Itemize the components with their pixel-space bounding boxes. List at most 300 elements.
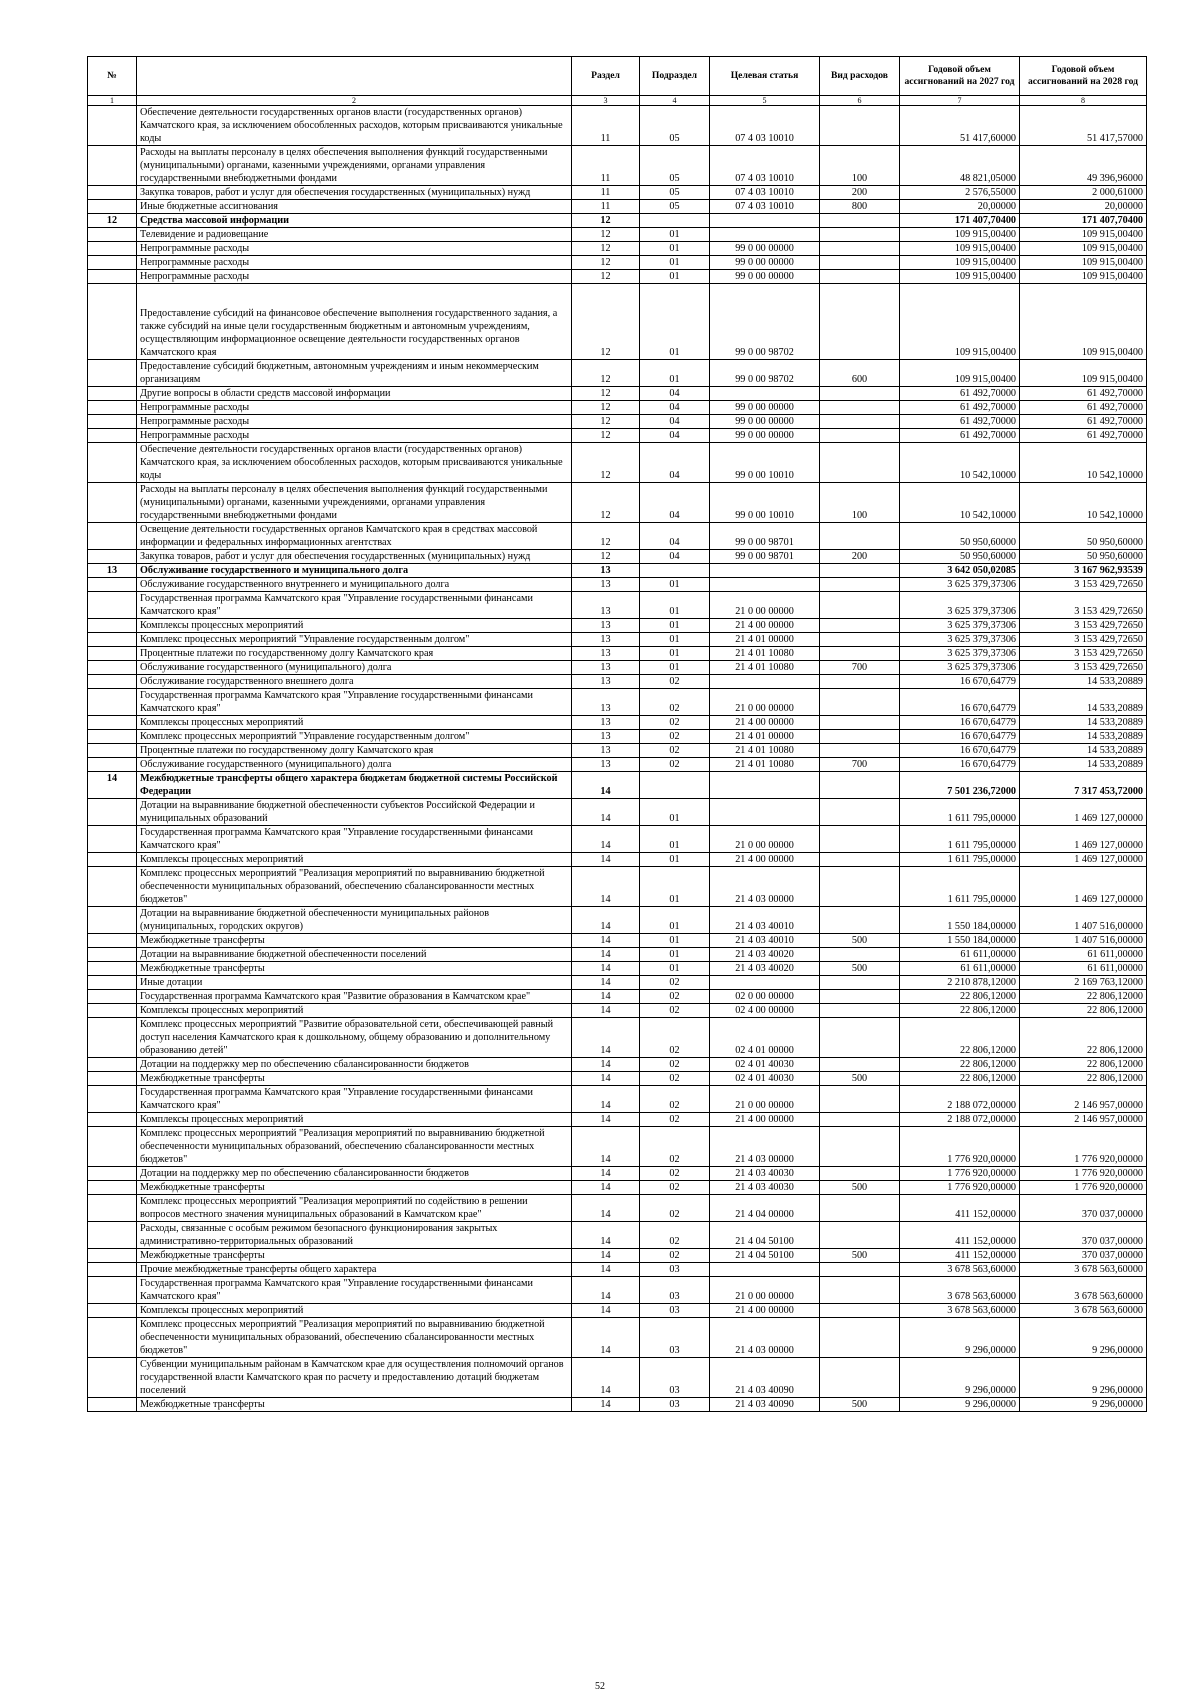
expense-type-cell: [820, 1058, 900, 1072]
section-cell: 14: [572, 1167, 640, 1181]
row-number-cell: [88, 1072, 137, 1086]
expense-type-cell: [820, 826, 900, 853]
item-name-cell: Комплекс процессных мероприятий "Реализация мероприятий по выравниванию бюджетной обеспеченности муниципальных образований, обеспечению сбалансированности местных бюджетов": [137, 867, 572, 907]
amount-2027-cell: 109 915,00400: [900, 228, 1020, 242]
amount-2027-cell: 16 670,64779: [900, 758, 1020, 772]
subsection-cell: 01: [640, 633, 710, 647]
expense-type-cell: [820, 633, 900, 647]
target-article-cell: 99 0 00 00000: [710, 415, 820, 429]
amount-2028-cell: 14 533,20889: [1020, 730, 1147, 744]
item-name-cell: Обслуживание государственного внешнего долга: [137, 675, 572, 689]
target-article-cell: 21 4 01 00000: [710, 730, 820, 744]
appropriations-table: [87, 56, 1147, 1412]
table-row: [88, 256, 1147, 270]
subsection-cell: 01: [640, 592, 710, 619]
item-name-cell: Непрограммные расходы: [137, 415, 572, 429]
amount-2028-cell: 1 776 920,00000: [1020, 1127, 1147, 1167]
col-number-header: №: [88, 57, 137, 96]
target-article-cell: 21 4 00 00000: [710, 853, 820, 867]
table-row: [88, 1222, 1147, 1249]
row-number-cell: [88, 1113, 137, 1127]
amount-2028-cell: 2 146 957,00000: [1020, 1113, 1147, 1127]
section-cell: 13: [572, 675, 640, 689]
amount-2027-cell: 2 210 878,12000: [900, 976, 1020, 990]
amount-2027-cell: 1 611 795,00000: [900, 867, 1020, 907]
amount-2028-cell: 22 806,12000: [1020, 1072, 1147, 1086]
amount-2028-cell: 3 167 962,93539: [1020, 564, 1147, 578]
section-cell: 14: [572, 1195, 640, 1222]
target-article-cell: 21 4 04 50100: [710, 1222, 820, 1249]
table-row: [88, 1249, 1147, 1263]
expense-type-cell: [820, 1318, 900, 1358]
table-row: [88, 1277, 1147, 1304]
table-row: [88, 826, 1147, 853]
subsection-cell: 05: [640, 186, 710, 200]
target-article-cell: 21 4 01 10080: [710, 758, 820, 772]
row-number-cell: [88, 1058, 137, 1072]
section-cell: 14: [572, 1318, 640, 1358]
amount-2028-cell: 2 000,61000: [1020, 186, 1147, 200]
amount-2028-cell: 22 806,12000: [1020, 1058, 1147, 1072]
table-row: [88, 976, 1147, 990]
amount-2027-cell: 61 492,70000: [900, 429, 1020, 443]
col-amount-2028-header: Годовой объем ассигнований на 2028 год: [1020, 57, 1147, 96]
column-index: 7: [900, 96, 1020, 106]
column-index: 5: [710, 96, 820, 106]
amount-2028-cell: 109 915,00400: [1020, 242, 1147, 256]
item-name-cell: Обслуживание государственного (муниципального) долга: [137, 661, 572, 675]
table-row: [88, 1004, 1147, 1018]
subsection-cell: 02: [640, 744, 710, 758]
table-row: [88, 200, 1147, 214]
col-target-article-header: Целевая статья: [710, 57, 820, 96]
section-cell: 14: [572, 867, 640, 907]
expense-type-cell: [820, 429, 900, 443]
table-row: [88, 523, 1147, 550]
expense-type-cell: 100: [820, 483, 900, 523]
subsection-cell: 03: [640, 1263, 710, 1277]
expense-type-cell: [820, 990, 900, 1004]
expense-type-cell: [820, 242, 900, 256]
target-article-cell: [710, 228, 820, 242]
item-name-cell: Процентные платежи по государственному долгу Камчатского края: [137, 647, 572, 661]
row-number-cell: [88, 483, 137, 523]
table-row: [88, 1127, 1147, 1167]
row-number-cell: [88, 907, 137, 934]
expense-type-cell: [820, 1167, 900, 1181]
section-cell: 14: [572, 1113, 640, 1127]
table-row: [88, 934, 1147, 948]
table-row: [88, 1058, 1147, 1072]
table-row: [88, 647, 1147, 661]
subsection-cell: 04: [640, 483, 710, 523]
expense-type-cell: [820, 1358, 900, 1398]
item-name-cell: Средства массовой информации: [137, 214, 572, 228]
target-article-cell: [710, 564, 820, 578]
expense-type-cell: 500: [820, 1181, 900, 1195]
item-name-cell: Обеспечение деятельности государственных органов власти (государственных органов) Камчатского края, за исключением обособленных расходов, которым присваиваются уникальные коды: [137, 106, 572, 146]
subsection-cell: 04: [640, 429, 710, 443]
amount-2027-cell: 3 678 563,60000: [900, 1277, 1020, 1304]
expense-type-cell: [820, 564, 900, 578]
item-name-cell: Расходы на выплаты персоналу в целях обеспечения выполнения функций государственными (муниципальными) органами, казенными учреждениями, органами управления государственными внебюджетными фондами: [137, 483, 572, 523]
item-name-cell: Непрограммные расходы: [137, 401, 572, 415]
column-index: 8: [1020, 96, 1147, 106]
item-name-cell: Расходы на выплаты персоналу в целях обеспечения выполнения функций государственными (муниципальными) органами, казенными учреждениями, органами управления государственными внебюджетными фондами: [137, 146, 572, 186]
item-name-cell: Непрограммные расходы: [137, 242, 572, 256]
target-article-cell: 21 4 01 00000: [710, 633, 820, 647]
amount-2027-cell: 50 950,60000: [900, 523, 1020, 550]
amount-2028-cell: 51 417,57000: [1020, 106, 1147, 146]
subsection-cell: 01: [640, 948, 710, 962]
amount-2028-cell: 20,00000: [1020, 200, 1147, 214]
expense-type-cell: [820, 214, 900, 228]
subsection-cell: 01: [640, 907, 710, 934]
expense-type-cell: [820, 799, 900, 826]
expense-type-cell: 700: [820, 758, 900, 772]
section-cell: 13: [572, 730, 640, 744]
table-row: [88, 578, 1147, 592]
expense-type-cell: [820, 1127, 900, 1167]
amount-2028-cell: 50 950,60000: [1020, 523, 1147, 550]
amount-2028-cell: 3 678 563,60000: [1020, 1263, 1147, 1277]
table-row: [88, 1263, 1147, 1277]
section-cell: 14: [572, 1058, 640, 1072]
row-number-cell: [88, 1167, 137, 1181]
row-number-cell: [88, 647, 137, 661]
item-name-cell: Комплексы процессных мероприятий: [137, 1004, 572, 1018]
row-number-cell: [88, 934, 137, 948]
row-number-cell: [88, 550, 137, 564]
amount-2027-cell: 1 550 184,00000: [900, 934, 1020, 948]
item-name-cell: Обеспечение деятельности государственных органов власти (государственных органов) Камчатского края, за исключением обособленных расходов, которым присваиваются уникальные коды: [137, 443, 572, 483]
amount-2028-cell: 1 407 516,00000: [1020, 934, 1147, 948]
amount-2028-cell: 3 678 563,60000: [1020, 1304, 1147, 1318]
item-name-cell: Дотации на поддержку мер по обеспечению сбалансированности бюджетов: [137, 1167, 572, 1181]
table-row: [88, 772, 1147, 799]
table-row: [88, 443, 1147, 483]
target-article-cell: [710, 799, 820, 826]
target-article-cell: [710, 772, 820, 799]
table-row: [88, 948, 1147, 962]
subsection-cell: 05: [640, 146, 710, 186]
amount-2028-cell: 61 611,00000: [1020, 962, 1147, 976]
row-number-cell: [88, 429, 137, 443]
row-number-cell: [88, 186, 137, 200]
section-cell: 11: [572, 146, 640, 186]
item-name-cell: Процентные платежи по государственному долгу Камчатского края: [137, 744, 572, 758]
expense-type-cell: [820, 387, 900, 401]
table-row: [88, 401, 1147, 415]
target-article-cell: 21 0 00 00000: [710, 826, 820, 853]
table-row: [88, 716, 1147, 730]
header-row: [88, 57, 1147, 96]
subsection-cell: 04: [640, 415, 710, 429]
section-cell: 14: [572, 826, 640, 853]
row-number-cell: [88, 270, 137, 284]
row-number-cell: [88, 675, 137, 689]
expense-type-cell: [820, 619, 900, 633]
row-number-cell: [88, 799, 137, 826]
target-article-cell: 99 0 00 00000: [710, 242, 820, 256]
section-cell: 11: [572, 106, 640, 146]
item-name-cell: Государственная программа Камчатского края "Управление государственными финансами Камчатского края": [137, 689, 572, 716]
row-number-cell: [88, 284, 137, 360]
table-row: [88, 907, 1147, 934]
target-article-cell: [710, 214, 820, 228]
expense-type-cell: [820, 730, 900, 744]
target-article-cell: 02 0 00 00000: [710, 990, 820, 1004]
amount-2027-cell: 9 296,00000: [900, 1398, 1020, 1412]
item-name-cell: Дотации на поддержку мер по обеспечению сбалансированности бюджетов: [137, 1058, 572, 1072]
col-expense-type-header: Вид расходов: [820, 57, 900, 96]
expense-type-cell: [820, 1113, 900, 1127]
section-cell: 11: [572, 186, 640, 200]
row-number-cell: [88, 758, 137, 772]
target-article-cell: 99 0 00 00000: [710, 270, 820, 284]
table-row: [88, 1195, 1147, 1222]
amount-2027-cell: 9 296,00000: [900, 1358, 1020, 1398]
target-article-cell: 21 4 00 00000: [710, 716, 820, 730]
amount-2027-cell: 61 492,70000: [900, 387, 1020, 401]
subsection-cell: 02: [640, 1086, 710, 1113]
amount-2027-cell: 3 678 563,60000: [900, 1304, 1020, 1318]
amount-2027-cell: 109 915,00400: [900, 256, 1020, 270]
amount-2027-cell: 1 611 795,00000: [900, 853, 1020, 867]
section-cell: 12: [572, 228, 640, 242]
amount-2028-cell: 61 492,70000: [1020, 387, 1147, 401]
target-article-cell: 21 4 03 40030: [710, 1181, 820, 1195]
row-number-cell: [88, 990, 137, 1004]
subsection-cell: 03: [640, 1358, 710, 1398]
target-article-cell: 99 0 00 00000: [710, 256, 820, 270]
expense-type-cell: [820, 1263, 900, 1277]
subsection-cell: 01: [640, 619, 710, 633]
row-number-cell: [88, 1222, 137, 1249]
item-name-cell: Иные бюджетные ассигнования: [137, 200, 572, 214]
row-number-cell: [88, 1004, 137, 1018]
expense-type-cell: [820, 867, 900, 907]
subsection-cell: [640, 214, 710, 228]
item-name-cell: Обслуживание государственного внутреннего и муниципального долга: [137, 578, 572, 592]
amount-2027-cell: 61 611,00000: [900, 948, 1020, 962]
amount-2028-cell: 22 806,12000: [1020, 1018, 1147, 1058]
row-number-cell: [88, 415, 137, 429]
amount-2027-cell: 22 806,12000: [900, 1018, 1020, 1058]
table-row: [88, 415, 1147, 429]
amount-2027-cell: 411 152,00000: [900, 1222, 1020, 1249]
table-row: [88, 1398, 1147, 1412]
item-name-cell: Комплексы процессных мероприятий: [137, 1304, 572, 1318]
target-article-cell: 21 0 00 00000: [710, 1086, 820, 1113]
amount-2028-cell: 1 776 920,00000: [1020, 1167, 1147, 1181]
expense-type-cell: 600: [820, 360, 900, 387]
column-index: 1: [88, 96, 137, 106]
item-name-cell: Другие вопросы в области средств массовой информации: [137, 387, 572, 401]
subsection-cell: 01: [640, 962, 710, 976]
section-cell: 12: [572, 401, 640, 415]
subsection-cell: 01: [640, 270, 710, 284]
section-cell: 14: [572, 1086, 640, 1113]
section-cell: 13: [572, 578, 640, 592]
target-article-cell: 21 4 03 00000: [710, 1127, 820, 1167]
amount-2028-cell: 1 469 127,00000: [1020, 853, 1147, 867]
section-cell: 14: [572, 907, 640, 934]
expense-type-cell: [820, 401, 900, 415]
item-name-cell: Прочие межбюджетные трансферты общего характера: [137, 1263, 572, 1277]
expense-type-cell: 500: [820, 1398, 900, 1412]
section-cell: 12: [572, 443, 640, 483]
subsection-cell: [640, 564, 710, 578]
table-row: [88, 758, 1147, 772]
section-cell: 12: [572, 550, 640, 564]
item-name-cell: Межбюджетные трансферты: [137, 1181, 572, 1195]
section-cell: 13: [572, 758, 640, 772]
target-article-cell: 21 4 04 00000: [710, 1195, 820, 1222]
target-article-cell: 99 0 00 00000: [710, 429, 820, 443]
section-cell: 14: [572, 1277, 640, 1304]
section-cell: 14: [572, 1018, 640, 1058]
amount-2028-cell: 14 533,20889: [1020, 758, 1147, 772]
subsection-cell: 01: [640, 228, 710, 242]
target-article-cell: 99 0 00 98702: [710, 360, 820, 387]
item-name-cell: Дотации на выравнивание бюджетной обеспеченности муниципальных районов (муниципальных, городских округов): [137, 907, 572, 934]
target-article-cell: 21 4 00 00000: [710, 1113, 820, 1127]
row-number-cell: [88, 730, 137, 744]
amount-2027-cell: 3 625 379,37306: [900, 592, 1020, 619]
table-row: [88, 990, 1147, 1004]
subsection-cell: 01: [640, 242, 710, 256]
section-cell: 14: [572, 934, 640, 948]
amount-2028-cell: 9 296,00000: [1020, 1358, 1147, 1398]
amount-2028-cell: 2 146 957,00000: [1020, 1086, 1147, 1113]
amount-2027-cell: 2 188 072,00000: [900, 1113, 1020, 1127]
row-number-cell: 13: [88, 564, 137, 578]
amount-2027-cell: 20,00000: [900, 200, 1020, 214]
amount-2027-cell: 3 642 050,02085: [900, 564, 1020, 578]
section-cell: 14: [572, 1358, 640, 1398]
table-row: [88, 1167, 1147, 1181]
row-number-cell: [88, 1127, 137, 1167]
table-row: [88, 853, 1147, 867]
amount-2027-cell: 411 152,00000: [900, 1195, 1020, 1222]
row-number-cell: [88, 1318, 137, 1358]
section-cell: 13: [572, 744, 640, 758]
row-number-cell: [88, 360, 137, 387]
section-cell: 12: [572, 270, 640, 284]
amount-2027-cell: 22 806,12000: [900, 1058, 1020, 1072]
amount-2028-cell: 109 915,00400: [1020, 270, 1147, 284]
item-name-cell: Комплекс процессных мероприятий "Управление государственным долгом": [137, 633, 572, 647]
subsection-cell: 01: [640, 661, 710, 675]
section-cell: 12: [572, 523, 640, 550]
item-name-cell: Государственная программа Камчатского края "Управление государственными финансами Камчатского края": [137, 826, 572, 853]
row-number-cell: [88, 523, 137, 550]
amount-2028-cell: 61 492,70000: [1020, 429, 1147, 443]
subsection-cell: 02: [640, 1127, 710, 1167]
subsection-cell: 04: [640, 387, 710, 401]
expense-type-cell: 500: [820, 934, 900, 948]
target-article-cell: 21 4 03 40010: [710, 907, 820, 934]
item-name-cell: Закупка товаров, работ и услуг для обеспечения государственных (муниципальных) нужд: [137, 186, 572, 200]
amount-2027-cell: 48 821,05000: [900, 146, 1020, 186]
table-row: [88, 592, 1147, 619]
section-cell: 14: [572, 853, 640, 867]
expense-type-cell: 700: [820, 661, 900, 675]
subsection-cell: 04: [640, 401, 710, 415]
expense-type-cell: [820, 228, 900, 242]
subsection-cell: 03: [640, 1398, 710, 1412]
row-number-cell: [88, 867, 137, 907]
section-cell: 14: [572, 990, 640, 1004]
section-cell: 14: [572, 799, 640, 826]
table-row: [88, 744, 1147, 758]
target-article-cell: 99 0 00 00000: [710, 401, 820, 415]
amount-2028-cell: 1 407 516,00000: [1020, 907, 1147, 934]
subsection-cell: 02: [640, 1181, 710, 1195]
row-number-cell: [88, 1018, 137, 1058]
expense-type-cell: [820, 772, 900, 799]
amount-2027-cell: 3 625 379,37306: [900, 619, 1020, 633]
appropriations-table-sheet: [87, 56, 1146, 1412]
subsection-cell: 05: [640, 106, 710, 146]
amount-2028-cell: 3 153 429,72650: [1020, 592, 1147, 619]
expense-type-cell: [820, 592, 900, 619]
row-number-cell: [88, 1263, 137, 1277]
amount-2028-cell: 370 037,00000: [1020, 1195, 1147, 1222]
subsection-cell: 02: [640, 990, 710, 1004]
amount-2027-cell: 61 611,00000: [900, 962, 1020, 976]
table-row: [88, 242, 1147, 256]
expense-type-cell: 500: [820, 1249, 900, 1263]
section-cell: 14: [572, 948, 640, 962]
target-article-cell: 99 0 00 10010: [710, 443, 820, 483]
item-name-cell: Комплексы процессных мероприятий: [137, 1113, 572, 1127]
expense-type-cell: [820, 1277, 900, 1304]
subsection-cell: 03: [640, 1318, 710, 1358]
column-index: 3: [572, 96, 640, 106]
amount-2028-cell: 1 469 127,00000: [1020, 826, 1147, 853]
row-number-cell: [88, 592, 137, 619]
table-row: [88, 962, 1147, 976]
amount-2027-cell: 10 542,10000: [900, 443, 1020, 483]
expense-type-cell: [820, 647, 900, 661]
amount-2027-cell: 16 670,64779: [900, 689, 1020, 716]
amount-2028-cell: 3 153 429,72650: [1020, 647, 1147, 661]
subsection-cell: 03: [640, 1277, 710, 1304]
table-body: [88, 106, 1147, 1412]
amount-2028-cell: 50 950,60000: [1020, 550, 1147, 564]
amount-2028-cell: 109 915,00400: [1020, 256, 1147, 270]
amount-2028-cell: 14 533,20889: [1020, 675, 1147, 689]
amount-2028-cell: 10 542,10000: [1020, 483, 1147, 523]
section-cell: 13: [572, 592, 640, 619]
item-name-cell: Субвенции муниципальным районам в Камчатском крае для осуществления полномочий органов государственной власти Камчатского края по расчету и предоставлению дотаций бюджетам поселений: [137, 1358, 572, 1398]
subsection-cell: 02: [640, 1058, 710, 1072]
item-name-cell: Государственная программа Камчатского края "Управление государственными финансами Камчатского края": [137, 1277, 572, 1304]
target-article-cell: 21 0 00 00000: [710, 592, 820, 619]
section-cell: 13: [572, 661, 640, 675]
amount-2028-cell: 14 533,20889: [1020, 744, 1147, 758]
section-cell: 13: [572, 633, 640, 647]
column-index-row: [88, 96, 1147, 106]
target-article-cell: 21 4 01 10080: [710, 744, 820, 758]
target-article-cell: 07 4 03 10010: [710, 106, 820, 146]
target-article-cell: 21 4 01 10080: [710, 661, 820, 675]
target-article-cell: 21 0 00 00000: [710, 1277, 820, 1304]
amount-2028-cell: 3 153 429,72650: [1020, 633, 1147, 647]
column-index: 4: [640, 96, 710, 106]
